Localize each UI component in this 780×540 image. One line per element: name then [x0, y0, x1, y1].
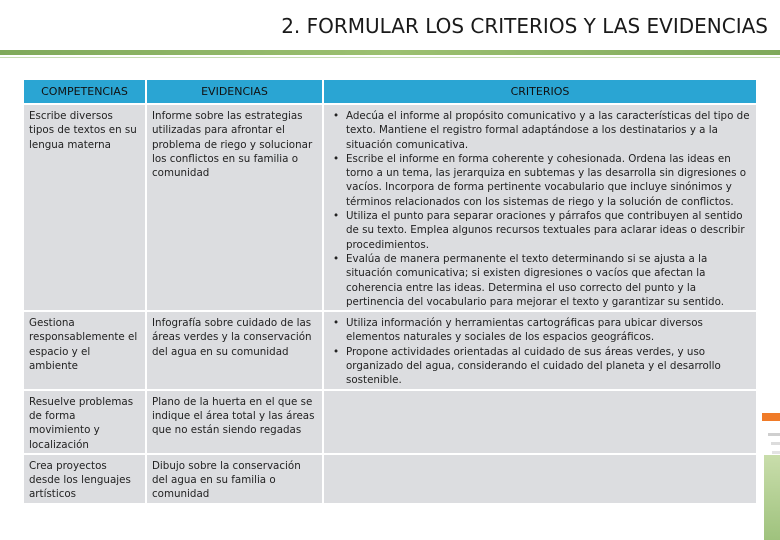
competencia-cell: Crea proyectos desde los lenguajes artísticos — [24, 455, 145, 503]
evidencia-cell: Infografía sobre cuidado de las áreas verdes y la conservación del agua en su comunidad — [147, 312, 322, 388]
column-header-criterios: CRITERIOS — [324, 80, 756, 103]
decorative-stripe — [768, 433, 780, 436]
evidencia-cell: Informe sobre las estrategias utilizadas para afrontar el problema de riego y solucionar los conflictos en su familia o comunidad — [147, 105, 322, 310]
criterio-item: • Utiliza el punto para separar oraciones y párrafos que contribuyen al sentido de su texto. Emplea algunos recursos textuales para aclarar ideas o describir procedimientos. — [346, 209, 751, 252]
column-header-evidencias: EVIDENCIAS — [147, 80, 322, 103]
decorative-green-accent — [764, 455, 780, 540]
evidencia-cell: Plano de la huerta en el que se indique el área total y las áreas que no están siendo regadas — [147, 391, 322, 453]
table-row — [24, 105, 756, 310]
competencia-cell: Escribe diversos tipos de textos en su lengua materna — [24, 105, 145, 310]
criterios-list — [329, 109, 751, 309]
criterio-item: • Adecúa el informe al propósito comunicativo y a las características del tipo de texto. Mantiene el registro formal adaptándose a los destinatarios y a la situación comunicativa. — [346, 109, 751, 152]
header-rule — [0, 50, 780, 55]
column-header-competencias: COMPETENCIAS — [24, 80, 145, 103]
decorative-stripe — [771, 442, 780, 445]
criterios-cell — [324, 105, 756, 310]
evidencia-cell: Dibujo sobre la conservación del agua en su familia o comunidad — [147, 455, 322, 503]
table-row — [24, 312, 756, 388]
competencia-cell: Gestiona responsablemente el espacio y el ambiente — [24, 312, 145, 388]
criterio-item: • Evalúa de manera permanente el texto determinando si se ajusta a la situación comunicativa; si existen digresiones o vacíos que afectan la coherencia entre las ideas. Determina el uso correcto del punto y la pertinencia del vocabulario para mejorar el texto y garantizar su sentido. — [346, 252, 751, 309]
header-rule-thin — [0, 57, 780, 58]
criterios-cell — [324, 455, 756, 503]
table-row — [24, 391, 756, 453]
decorative-orange-accent — [762, 413, 780, 421]
criterio-item: • Propone actividades orientadas al cuidado de sus áreas verdes, y uso organizado del agua, considerando el cuidado del planeta y el desarrollo sostenible. — [346, 345, 751, 388]
table-row — [24, 455, 756, 503]
criterios-cell — [324, 391, 756, 453]
decorative-stripe — [772, 451, 780, 454]
table-header-row — [24, 80, 756, 103]
criteria-table — [22, 78, 758, 505]
criterios-list — [329, 316, 751, 387]
slide-title: 2. FORMULAR LOS CRITERIOS Y LAS EVIDENCIAS — [281, 14, 768, 38]
criterio-item: • Escribe el informe en forma coherente y cohesionada. Ordena las ideas en torno a un tema, las jerarquiza en subtemas y las desarrolla sin digresiones o vacíos. Incorpora de forma pertinente vocabulario que incluye sinónimos y términos relacionados con los sistemas de riego y la solución de conflictos. — [346, 152, 751, 209]
competencia-cell: Resuelve problemas de forma movimiento y localización — [24, 391, 145, 453]
criterios-cell — [324, 312, 756, 388]
criterio-item: • Utiliza información y herramientas cartográficas para ubicar diversos elementos naturales y sociales de los espacios geográficos. — [346, 316, 751, 345]
